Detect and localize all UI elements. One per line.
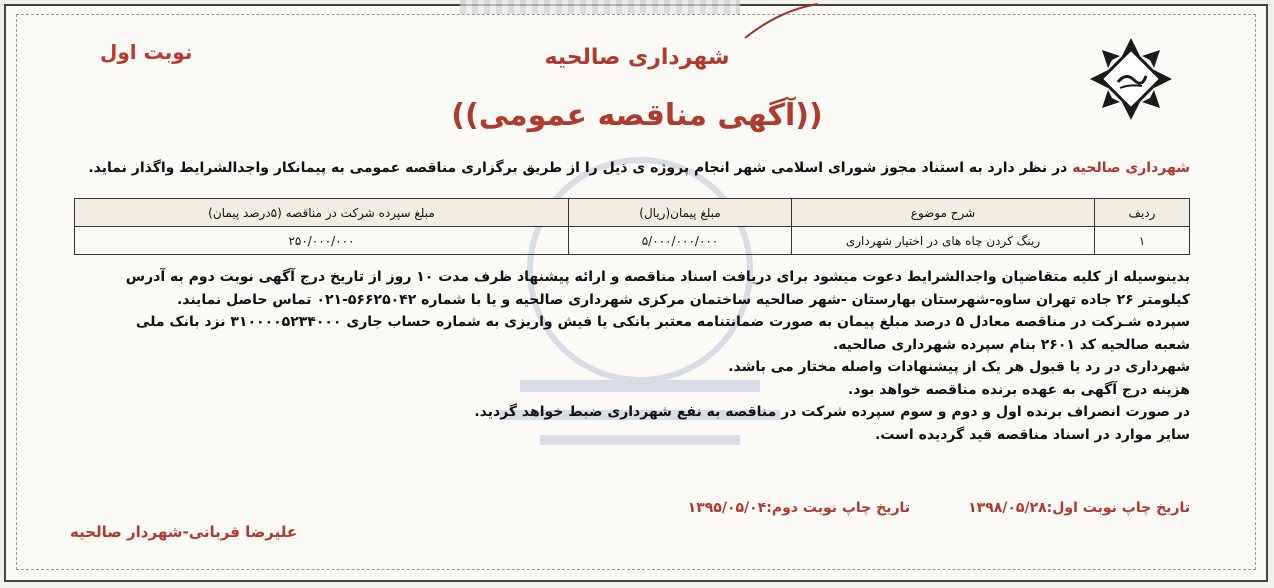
intro-text: در نظر دارد به استناد مجوز شورای اسلامی شهر انجام پروژه ی ذیل را از طریق برگزاری مناقصه عمومی به پیمانکار واجدالشرایط واگذار نماید. — [88, 160, 1073, 176]
table-header-row — [75, 199, 1190, 227]
cell-description: رینگ کردن چاه های در اختیار شهرداری — [792, 227, 1095, 255]
intro-brand: شهرداری صالحیه — [1072, 160, 1190, 176]
body-line: در صورت انصراف برنده اول و دوم و سوم سپرده شرکت در مناقصه به نفع شهرداری ضبط خواهد گردید. — [474, 404, 1190, 420]
body-line: شعبه صالحیه کد ۲۶۰۱ بنام سپرده شهرداری صالحیه. — [832, 336, 1190, 353]
body-line: سپرده شـرکت در مناقصه معادل ۵ درصد مبلغ پیمان به صورت ضمانتنامه معتبر بانکی یا فیش واریزی به شماره حساب جاری ۳۱۰۰۰۰۵۲۳۴۰۰۰ نزد بانک ملی — [135, 314, 1190, 330]
second-print-date: تاریخ چاپ نوبت دوم:۱۳۹۵/۰۵/۰۴ — [687, 500, 911, 516]
notice-headline: ((آگهی مناقصه عمومی)) — [451, 98, 823, 133]
municipality-name: شهرداری صالحیه — [544, 45, 730, 70]
municipality-emblem-icon — [1088, 36, 1174, 122]
body-line: شهرداری در رد یا قبول هر یک از پیشنهادات واصله مختار می باشد. — [728, 359, 1190, 375]
decorative-curve — [740, 0, 820, 40]
column-header-description: شرح موضوع — [792, 199, 1095, 227]
intro-paragraph — [60, 160, 1190, 176]
tender-table — [74, 198, 1190, 255]
column-header-row-number: ردیف — [1095, 199, 1190, 227]
column-header-deposit: مبلغ سپرده شرکت در مناقصه (۵درصد پیمان) — [75, 199, 569, 227]
body-line: هزینه درج آگهی به عهده برنده مناقصه خواهد بود. — [847, 381, 1190, 398]
print-dates — [600, 500, 1190, 516]
body-line: سایر موارد در اسناد مناقصه قید گردیده است. — [875, 426, 1190, 443]
cell-contract-amount: ۵/۰۰۰/۰۰۰/۰۰۰ — [569, 227, 792, 255]
body-line: کیلومتر ۲۶ جاده تهران ساوه-شهرستان بهارستان -شهر صالحیه ساختمان مرکزی شهرداری صالحیه و یا با شماره ۵۶۶۲۵۰۴۲-۰۲۱ تماس حاصل نمایند. — [176, 291, 1190, 308]
clipped-header-strip — [460, 0, 740, 14]
column-header-contract-amount: مبلغ پیمان(ریال) — [569, 199, 792, 227]
cell-deposit: ۲۵۰/۰۰۰/۰۰۰ — [75, 227, 569, 255]
round-label: نوبت اول — [100, 40, 193, 64]
signature: علیرضا قربانی-شهردار صالحیه — [70, 523, 298, 541]
body-line: بدینوسیله از کلیه متقاضیان واجدالشرایط دعوت میشود برای دریافت اسناد مناقصه و ارائه پیشنهاد ظرف مدت ۱۰ روز از تاریخ درج آگهی نوبت دوم به آدرس — [125, 269, 1190, 285]
cell-row-number: ۱ — [1095, 227, 1190, 255]
table-row — [75, 227, 1190, 255]
notice-body — [74, 266, 1190, 446]
first-print-date: تاریخ چاپ نوبت اول:۱۳۹۸/۰۵/۲۸ — [968, 500, 1190, 516]
